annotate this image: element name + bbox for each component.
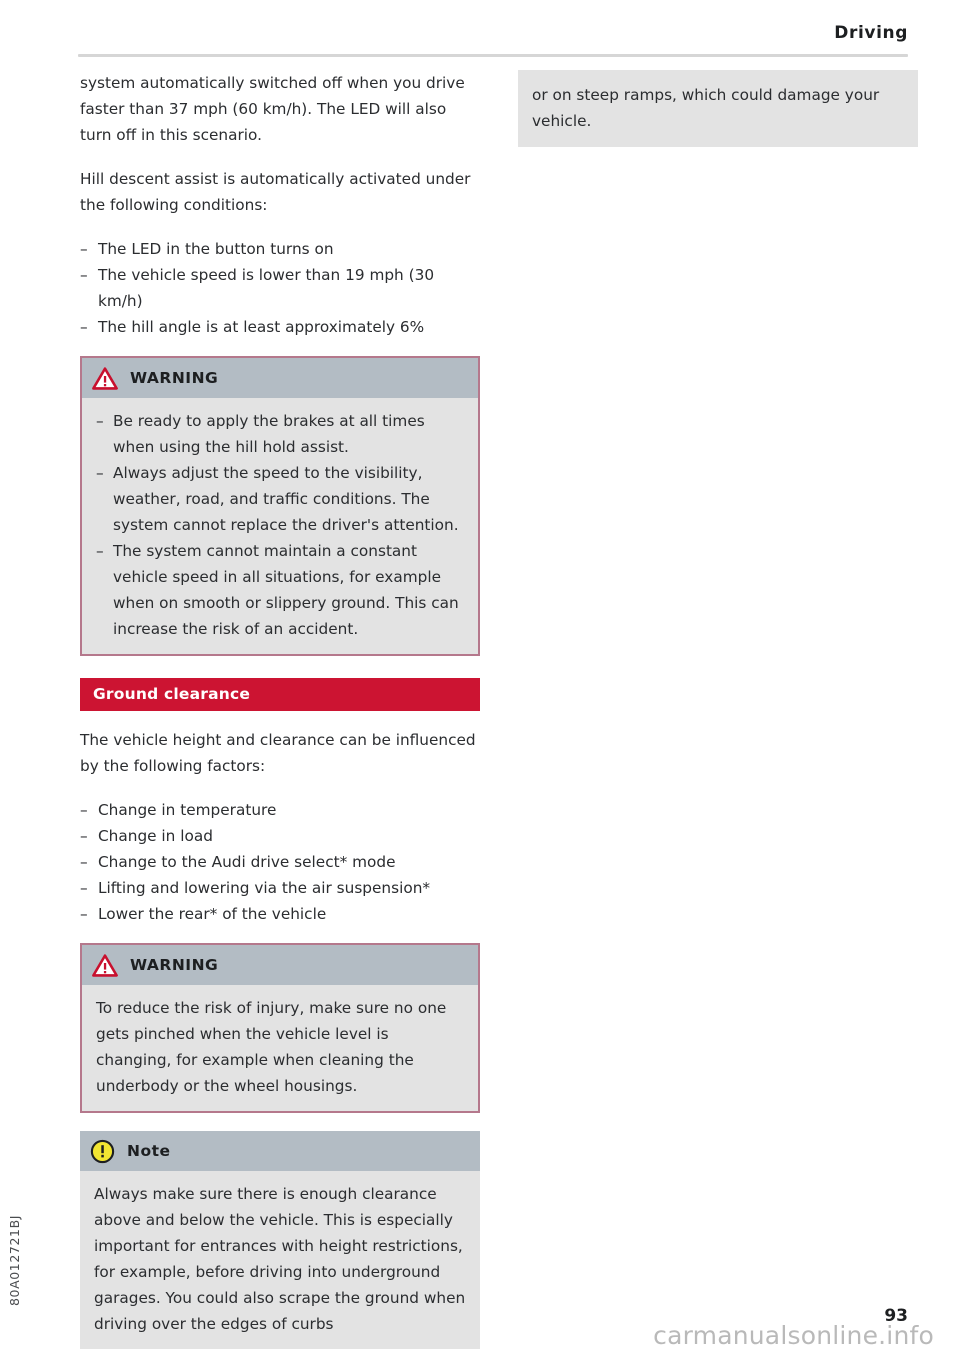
callout-body (82, 985, 478, 1111)
conditions-intro-paragraph: Hill descent assist is automatically activated under the following conditions: (80, 170, 471, 214)
watermark: carmanualsonline.info (653, 1321, 934, 1350)
list-item: – Change in load (80, 823, 480, 849)
callout-title: Note (127, 1142, 171, 1160)
list-item: – The LED in the button turns on (80, 236, 480, 262)
list-item: – Change in temperature (80, 797, 480, 823)
callout-text: To reduce the risk of injury, make sure no one gets pinched when the vehicle level is changing, for example when cleaning the underbody or the wheel housings. (96, 999, 447, 1095)
warning-callout-vehicle-level (80, 943, 480, 1113)
list-item: – The system cannot maintain a constant vehicle speed in all situations, for example when on smooth or slippery ground. This can increase the risk of an accident. (96, 538, 464, 642)
callout-header (80, 1131, 480, 1171)
callout-text: or on steep ramps, which could damage your vehicle. (532, 86, 880, 130)
list-item: – The vehicle speed is lower than 19 mph (30 km/h) (80, 262, 480, 314)
callout-body (82, 398, 478, 654)
callout-body (80, 1171, 480, 1349)
callout-title: WARNING (130, 956, 219, 974)
callout-title: WARNING (130, 369, 219, 387)
warning-items-list (96, 408, 464, 642)
callout-header (82, 945, 478, 985)
callout-text: Always make sure there is enough clearance above and below the vehicle. This is especially important for entrances with height restrictions, for example, before driving into underground garages. You could also scrape the ground when driving over the edges of curbs (94, 1185, 466, 1333)
conditions-list (80, 236, 480, 340)
left-column (80, 70, 480, 1367)
warning-triangle-icon (92, 367, 118, 390)
right-column (518, 70, 918, 147)
note-exclamation-icon (90, 1139, 115, 1164)
page-title: Driving (834, 23, 908, 43)
part-number-label: 80A012721BJ (7, 1214, 22, 1306)
callout-header (82, 358, 478, 398)
page-header (78, 22, 908, 56)
note-callout-clearance (80, 1131, 480, 1349)
intro-paragraph: system automatically switched off when you drive faster than 37 mph (60 km/h). The LED will also turn off in this scenario. (80, 74, 465, 144)
list-item: – Lower the rear* of the vehicle (80, 901, 480, 927)
clearance-intro-paragraph: The vehicle height and clearance can be influenced by the following factors: (80, 731, 476, 775)
list-item: – Lifting and lowering via the air suspension* (80, 875, 480, 901)
note-callout-continuation (518, 70, 918, 147)
warning-triangle-icon (92, 954, 118, 977)
list-item: – The hill angle is at least approximately 6% (80, 314, 480, 340)
warning-callout-hill-hold (80, 356, 480, 656)
clearance-factors-list (80, 797, 480, 927)
list-item: – Always adjust the speed to the visibility, weather, road, and traffic conditions. The system cannot replace the driver's attention. (96, 460, 464, 538)
header-divider (78, 54, 908, 57)
page-number: 93 (884, 1306, 908, 1326)
list-item: – Change to the Audi drive select* mode (80, 849, 480, 875)
list-item: – Be ready to apply the brakes at all times when using the hill hold assist. (96, 408, 464, 460)
section-heading-ground-clearance: Ground clearance (80, 678, 480, 711)
